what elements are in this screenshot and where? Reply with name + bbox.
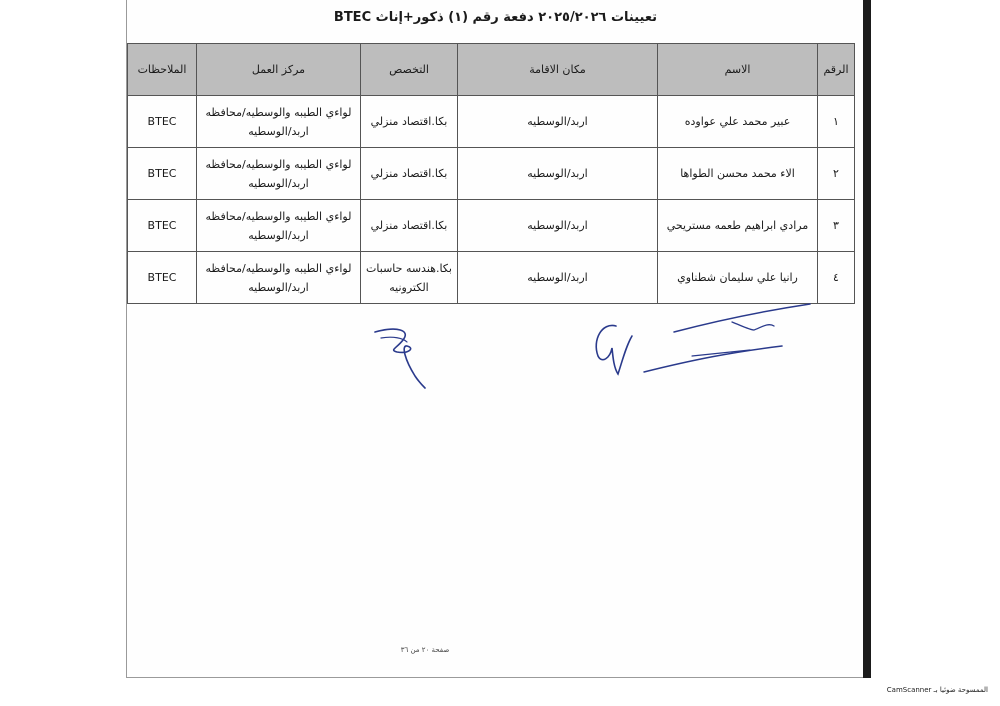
table-header-row [128,44,855,96]
table-row [128,252,855,304]
cell-specialty: بكا.اقتصاد منزلي [361,200,458,252]
cell-residence: اربد/الوسطيه [458,200,658,252]
cell-number: ١ [818,96,855,148]
cell-name: الاء محمد محسن الطواها [658,148,818,200]
cell-residence: اربد/الوسطيه [458,252,658,304]
table-row [128,200,855,252]
cell-notes: BTEC [128,96,197,148]
cell-residence: اربد/الوسطيه [458,148,658,200]
signature-right [582,300,822,380]
header-number: الرقم [818,44,855,96]
signature-left [367,320,447,392]
cell-specialty: بكا.هندسه حاسبات الكترونيه [361,252,458,304]
cell-workplace: لواءي الطيبه والوسطيه/محافظه اربد/الوسطيه [197,252,361,304]
cell-specialty: بكا.اقتصاد منزلي [361,96,458,148]
scanner-watermark: CamScanner الممسوحة ضوئيا بـ [886,686,988,694]
document-page [126,0,863,678]
header-specialty: التخصص [361,44,458,96]
table-row [128,96,855,148]
page-title: تعيينات ٢٠٢٥/٢٠٢٦ دفعة رقم (١) ذكور+إناث BTEC [333,10,658,25]
cell-name: مرادي ابراهيم طعمه مستريحي [658,200,818,252]
assignments-table [127,43,855,304]
cell-name: رانيا علي سليمان شطناوي [658,252,818,304]
header-residence: مكان الاقامة [458,44,658,96]
cell-notes: BTEC [128,200,197,252]
cell-residence: اربد/الوسطيه [458,96,658,148]
header-name: الاسم [658,44,818,96]
cell-workplace: لواءي الطيبه والوسطيه/محافظه اربد/الوسطيه [197,96,361,148]
cell-number: ٤ [818,252,855,304]
cell-specialty: بكا.اقتصاد منزلي [361,148,458,200]
cell-notes: BTEC [128,252,197,304]
cell-notes: BTEC [128,148,197,200]
header-notes: الملاحظات [128,44,197,96]
cell-number: ٣ [818,200,855,252]
cell-name: عبير محمد علي عواوده [658,96,818,148]
left-margin [0,0,126,706]
cell-workplace: لواءي الطيبه والوسطيه/محافظه اربد/الوسطيه [197,200,361,252]
header-workplace: مركز العمل [197,44,361,96]
table-row [128,148,855,200]
page-edge [863,0,871,678]
page-number: صفحة ٢٠ من ٣٦ [400,646,450,654]
cell-number: ٢ [818,148,855,200]
cell-workplace: لواءي الطيبه والوسطيه/محافظه اربد/الوسطيه [197,148,361,200]
